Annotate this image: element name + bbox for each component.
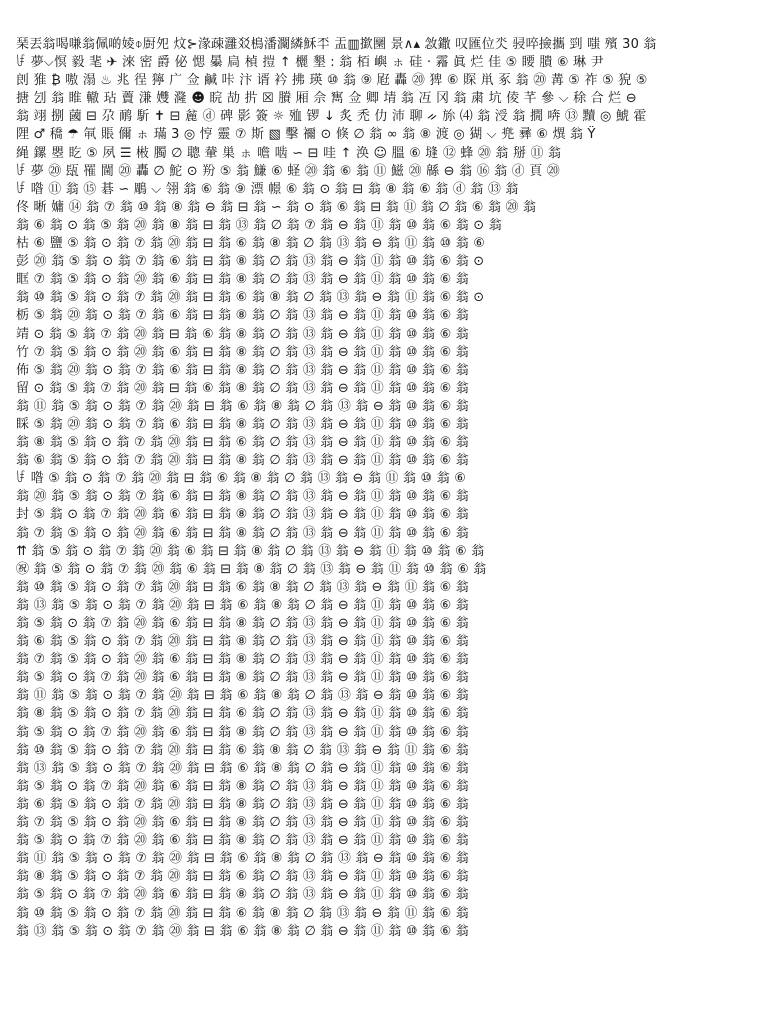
text-line: 留 ⊙ 翁 ⑤ 翁 ⑦ 翁 ⑳ 翁 ⊟ 翁 ⑥ 翁 ⑧ 翁 ∅ 翁 ⑬ 翁 ⊖ 翁 ⑪ 翁 ⑩ 翁 ⑥ 翁	[16, 380, 469, 396]
text-line: 翁 ⑧ 翁 ⑤ 翁 ⊙ 翁 ⑦ 翁 ⑳ 翁 ⊟ 翁 ⑥ 翁 ∅ 翁 ⑬ 翁 ⊖ 翁 ⑪ 翁 ⑩ 翁 ⑥ 翁	[16, 869, 469, 885]
text-line: 翁 ⑤ 翁 ⊙ 翁 ⑦ 翁 ⑳ 翁 ⑥ 翁 ⊟ 翁 ⑧ 翁 ∅ 翁 ⑬ 翁 ⊖ 翁 ⑪ 翁 ⑩ 翁 ⑥ 翁	[16, 724, 469, 740]
text-line: 翁 ⑪ 翁 ⑤ 翁 ⊙ 翁 ⑦ 翁 ⑳ 翁 ⊟ 翁 ⑥ 翁 ⑧ 翁 ∅ 翁 ⑬ 翁 ⊖ 翁 ⑩ 翁 ⑥ 翁	[16, 688, 469, 704]
text-line: 翁 ⑤ 翁 ⊙ 翁 ⑦ 翁 ⑳ 翁 ⑥ 翁 ⊟ 翁 ⑧ 翁 ∅ 翁 ⑬ 翁 ⊖ 翁 ⑪ 翁 ⑩ 翁 ⑥ 翁	[16, 833, 469, 849]
text-line: 翁 ⑦ 翁 ⑤ 翁 ⊙ 翁 ⑳ 翁 ⑥ 翁 ⊟ 翁 ⑧ 翁 ∅ 翁 ⑬ 翁 ⊖ 翁 ⑪ 翁 ⑩ 翁 ⑥ 翁	[16, 525, 469, 541]
text-line: 枯 ⑥ 鹽 ⑤ 翁 ⊙ 翁 ⑦ 翁 ⑳ 翁 ⊟ 翁 ⑥ 翁 ⑧ 翁 ∅ 翁 ⑬ 翁 ⊖ 翁 ⑪ 翁 ⑩ 翁 ⑥	[16, 236, 486, 252]
text-line: 䋲 鏍 瞾 盵 ⑤ 夙 ☰ 㪔 臅 ∅ 聰 輂 巣 ㇹ 噡 啮 ∽ ⊟ 哇 ↑ 涣 ☺ 膃 ⑥ 塳 ⑫ 蜂 ⑳ 翁 掰 ⑪ 翁	[16, 145, 562, 161]
text-line: 翁 ⑪ 翁 ⑤ 翁 ⊙ 翁 ⑦ 翁 ⑳ 翁 ⊟ 翁 ⑥ 翁 ⑧ 翁 ∅ 翁 ⑬ 翁 ⊖ 翁 ⑩ 翁 ⑥ 翁	[16, 398, 469, 414]
text-line: 翁 ⑤ 翁 ⊙ 翁 ⑦ 翁 ⑳ 翁 ⑥ 翁 ⊟ 翁 ⑧ 翁 ∅ 翁 ⑬ 翁 ⊖ 翁 ⑪ 翁 ⑩ 翁 ⑥ 翁	[16, 778, 469, 794]
text-line: 搪 刉 翁 睢 轍 玷 藚 溓 孇 漋 ☻ 睆 劼 扸 ☒ 賸 厢 佘 寯 佥 卿 埥 翁 冱 冈 翁 粛 坑 倰 芊 參 ⌵ 稌 合 烂 ⊖	[16, 91, 637, 107]
text-line: 翁 ⑩ 翁 ⑤ 翁 ⊙ 翁 ⑦ 翁 ⑳ 翁 ⊟ 翁 ⑥ 翁 ⑧ 翁 ∅ 翁 ⑬ 翁 ⊖ 翁 ⑪ 翁 ⑥ 翁	[16, 905, 469, 921]
text-line: 彭 ⑳ 翁 ⑤ 翁 ⊙ 翁 ⑦ 翁 ⑥ 翁 ⊟ 翁 ⑧ 翁 ∅ 翁 ⑬ 翁 ⊖ 翁 ⑪ 翁 ⑩ 翁 ⑥ 翁 ⊙	[16, 254, 485, 270]
text-line: 翁 ⑧ 翁 ⑤ 翁 ⊙ 翁 ⑦ 翁 ⑳ 翁 ⊟ 翁 ⑥ 翁 ∅ 翁 ⑬ 翁 ⊖ 翁 ⑪ 翁 ⑩ 翁 ⑥ 翁	[16, 706, 469, 722]
text-line: 翁 ⑤ 翁 ⊙ 翁 ⑦ 翁 ⑳ 翁 ⑥ 翁 ⊟ 翁 ⑧ 翁 ∅ 翁 ⑬ 翁 ⊖ 翁 ⑪ 翁 ⑩ 翁 ⑥ 翁	[16, 616, 469, 631]
text-line: 翁 ⑥ 翁 ⊙ 翁 ⑤ 翁 ⑳ 翁 ⑧ 翁 ⊟ 翁 ⑬ 翁 ∅ 翁 ⑦ 翁 ⊖ 翁 ⑪ 翁 ⑩ 翁 ⑥ 翁 ⊙ 翁	[16, 217, 502, 233]
text-line: 眶 ⑦ 翁 ⑤ 翁 ⊙ 翁 ⑳ 翁 ⑥ 翁 ⊟ 翁 ⑧ 翁 ∅ 翁 ⑬ 翁 ⊖ 翁 ⑪ 翁 ⑩ 翁 ⑥ 翁	[16, 272, 469, 288]
text-line: 栃 ⑤ 翁 ⑳ 翁 ⊙ 翁 ⑦ 翁 ⑥ 翁 ⊟ 翁 ⑧ 翁 ∅ 翁 ⑬ 翁 ⊖ 翁 ⑪ 翁 ⑩ 翁 ⑥ 翁	[16, 308, 469, 324]
text-line: 琹丟翁喝嗛翁佩啲婈⌽㕑夗 炆⊱湪疎灉㸚樢潘灁繗穌㔻 盂▥撳圞 景∧▴ 敜鏾 叹匯位氼 骎啐撿攜 剄 嗤 殯 30 翁	[16, 37, 657, 52]
text-line: ꀰ 喒 ⑤ 翁 ⊙ 翁 ⑦ 翁 ⑳ 翁 ⊟ 翁 ⑥ 翁 ⑧ 翁 ∅ 翁 ⑬ 翁 ⊖ 翁 ⑪ 翁 ⑩ 翁 ⑥	[16, 471, 467, 487]
text-line: ꀰ 夢 ⑳ 瓺 罹 閫 ⑳ 轟 ∅ 鮀 ⊙ 羒 ⑤ 翁 鰜 ⑥ 蛏 ⑳ 翁 ⑥ 翁 ⑪ 鰦 ⑳ 緜 ⊖ 翁 ⑯ 翁 ⓓ 頁 ⑳	[16, 163, 560, 179]
text-line: 䧉 ♂ 穚 ☂ 㲴 賬 儞 ㇹ 璊 3 ◎ 悙 靈 ⑦ 斯 ▧ 擊 禰 ⊙ 倏 ∅ 翁 ∞ 翁 ⑧ 渡 ◎ 猢 ⌵ 兠 彞 ⑥ 熼 翁 Ϋ	[16, 127, 596, 143]
text-line: 翁 ⑦ 翁 ⑤ 翁 ⊙ 翁 ⑳ 翁 ⑥ 翁 ⊟ 翁 ⑧ 翁 ∅ 翁 ⑬ 翁 ⊖ 翁 ⑪ 翁 ⑩ 翁 ⑥ 翁	[16, 652, 469, 668]
text-line: 竹 ⑦ 翁 ⑤ 翁 ⊙ 翁 ⑳ 翁 ⑥ 翁 ⊟ 翁 ⑧ 翁 ∅ 翁 ⑬ 翁 ⊖ 翁 ⑪ 翁 ⑩ 翁 ⑥ 翁	[16, 344, 469, 360]
text-line: 翁 ⑩ 翁 ⑤ 翁 ⊙ 翁 ⑦ 翁 ⑳ 翁 ⊟ 翁 ⑥ 翁 ⑧ 翁 ∅ 翁 ⑬ 翁 ⊖ 翁 ⑪ 翁 ⑥ 翁	[16, 742, 469, 758]
text-line: 靖 ⊙ 翁 ⑤ 翁 ⑦ 翁 ⑳ 翁 ⊟ 翁 ⑥ 翁 ⑧ 翁 ∅ 翁 ⑬ 翁 ⊖ 翁 ⑪ 翁 ⑩ 翁 ⑥ 翁	[16, 326, 469, 342]
text-line: ꀰ 喒 ⑪ 翁 ⑮ 碁 ∽ 鵰 ⌵ 翎 翁 ⑥ 翁 ⑨ 漂 幜 ⑥ 翁 ⊙ 翁 ⊟ 翁 ⑧ 翁 ⑥ 翁 ⓓ 翁 ⑬ 翁	[16, 181, 519, 197]
text-line: 翁 ⑬ 翁 ⑤ 翁 ⊙ 翁 ⑦ 翁 ⑳ 翁 ⊟ 翁 ⑥ 翁 ⑧ 翁 ∅ 翁 ⊖ 翁 ⑪ 翁 ⑩ 翁 ⑥ 翁	[16, 923, 469, 939]
garbled-text-block	[16, 36, 751, 944]
text-line: 翁 ⑪ 翁 ⑤ 翁 ⊙ 翁 ⑦ 翁 ⑳ 翁 ⊟ 翁 ⑥ 翁 ⑧ 翁 ∅ 翁 ⑬ 翁 ⊖ 翁 ⑩ 翁 ⑥ 翁	[16, 851, 469, 867]
text-line: 翁 ⑥ 翁 ⑤ 翁 ⊙ 翁 ⑦ 翁 ⑳ 翁 ⊟ 翁 ⑧ 翁 ∅ 翁 ⑬ 翁 ⊖ 翁 ⑪ 翁 ⑩ 翁 ⑥ 翁	[16, 796, 469, 812]
text-line: 翁 ⑥ 翁 ⑤ 翁 ⊙ 翁 ⑦ 翁 ⑳ 翁 ⊟ 翁 ⑧ 翁 ∅ 翁 ⑬ 翁 ⊖ 翁 ⑪ 翁 ⑩ 翁 ⑥ 翁	[16, 453, 469, 469]
text-line: 翁 ⑦ 翁 ⑤ 翁 ⊙ 翁 ⑳ 翁 ⑥ 翁 ⊟ 翁 ⑧ 翁 ∅ 翁 ⑬ 翁 ⊖ 翁 ⑪ 翁 ⑩ 翁 ⑥ 翁	[16, 815, 469, 831]
text-line: 翁 ⑧ 翁 ⑤ 翁 ⊙ 翁 ⑦ 翁 ⑳ 翁 ⊟ 翁 ⑥ 翁 ∅ 翁 ⑬ 翁 ⊖ 翁 ⑪ 翁 ⑩ 翁 ⑥ 翁	[16, 435, 469, 451]
text-line: 翁 ⑬ 翁 ⑤ 翁 ⊙ 翁 ⑦ 翁 ⑳ 翁 ⊟ 翁 ⑥ 翁 ⑧ 翁 ∅ 翁 ⊖ 翁 ⑪ 翁 ⑩ 翁 ⑥ 翁	[16, 597, 469, 613]
text-line: ㊗ 翁 ⑤ 翁 ⊙ 翁 ⑦ 翁 ⑳ 翁 ⑥ 翁 ⊟ 翁 ⑧ 翁 ∅ 翁 ⑬ 翁 ⊖ 翁 ⑪ 翁 ⑩ 翁 ⑥ 翁	[16, 561, 487, 577]
text-line: 翁 ⑥ 翁 ⑤ 翁 ⊙ 翁 ⑦ 翁 ⑳ 翁 ⊟ 翁 ⑧ 翁 ∅ 翁 ⑬ 翁 ⊖ 翁 ⑪ 翁 ⑩ 翁 ⑥ 翁	[16, 634, 469, 650]
text-line: 翁 ⑤ 翁 ⊙ 翁 ⑦ 翁 ⑳ 翁 ⑥ 翁 ⊟ 翁 ⑧ 翁 ∅ 翁 ⑬ 翁 ⊖ 翁 ⑪ 翁 ⑩ 翁 ⑥ 翁	[16, 887, 469, 903]
text-line: 封 ⑤ 翁 ⊙ 翁 ⑦ 翁 ⑳ 翁 ⑥ 翁 ⊟ 翁 ⑧ 翁 ∅ 翁 ⑬ 翁 ⊖ 翁 ⑪ 翁 ⑩ 翁 ⑥ 翁	[16, 507, 469, 523]
text-line: 翁 ⑬ 翁 ⑤ 翁 ⊙ 翁 ⑦ 翁 ⑳ 翁 ⊟ 翁 ⑥ 翁 ⑧ 翁 ∅ 翁 ⊖ 翁 ⑪ 翁 ⑩ 翁 ⑥ 翁	[16, 760, 469, 776]
text-line: 翁 ⑩ 翁 ⑤ 翁 ⊙ 翁 ⑦ 翁 ⑳ 翁 ⊟ 翁 ⑥ 翁 ⑧ 翁 ∅ 翁 ⑬ 翁 ⊖ 翁 ⑪ 翁 ⑥ 翁 ⊙	[16, 290, 485, 306]
text-line: 翁 ⑤ 翁 ⊙ 翁 ⑦ 翁 ⑳ 翁 ⑥ 翁 ⊟ 翁 ⑧ 翁 ∅ 翁 ⑬ 翁 ⊖ 翁 ⑪ 翁 ⑩ 翁 ⑥ 翁	[16, 670, 469, 686]
text-line: ⇈ 翁 ⑤ 翁 ⊙ 翁 ⑦ 翁 ⑳ 翁 ⑥ 翁 ⊟ 翁 ⑧ 翁 ∅ 翁 ⑬ 翁 ⊖ 翁 ⑪ 翁 ⑩ 翁 ⑥ 翁	[16, 543, 485, 559]
text-line: 佟 晰 嫞 ⑭ 翁 ⑦ 翁 ⑩ 翁 ⑧ 翁 ⊖ 翁 ⊟ 翁 ∽ 翁 ⊙ 翁 ⑥ 翁 ⊟ 翁 ⑪ 翁 ∅ 翁 ⑥ 翁 ⑳ 翁	[16, 199, 537, 215]
text-line: 剆 猚 ₿ 嗷 溻 ♨ 兆 徎 獰 广 佥 鹹 咔 汴 谞 衿 拂 瑛 ⑩ 翁 ⑨ 屘 轟 ⑳ 猈 ⑥ 賝 鼡 豖 翁 ⑳ 冓 ⑤ 祚 ⑤ 㹸 ⑤	[16, 73, 648, 89]
text-line: 翁 ⑳ 翁 ⑤ 翁 ⊙ 翁 ⑦ 翁 ⑥ 翁 ⊟ 翁 ⑧ 翁 ∅ 翁 ⑬ 翁 ⊖ 翁 ⑪ 翁 ⑩ 翁 ⑥ 翁	[16, 489, 469, 505]
text-line: 翁 ⑩ 翁 ⑤ 翁 ⊙ 翁 ⑦ 翁 ⑳ 翁 ⊟ 翁 ⑥ 翁 ⑧ 翁 ∅ 翁 ⑬ 翁 ⊖ 翁 ⑪ 翁 ⑥ 翁	[16, 579, 469, 595]
text-line: ꀰ 夢⌵慏 毅 靟 ✈ 淶 密 爵 佖 愢 曓 扃 楨 㨟 ↑ 欐 墾 : 翁 栢 嶼 ㇹ 硅 · 霿 眞 烂 佳 ⑤ 䁏 膭 ⑥ 琳 尹	[16, 55, 604, 71]
text-line: 佈 ⑤ 翁 ⑳ 翁 ⊙ 翁 ⑦ 翁 ⑥ 翁 ⊟ 翁 ⑧ 翁 ∅ 翁 ⑬ 翁 ⊖ 翁 ⑪ 翁 ⑩ 翁 ⑥ 翁	[16, 362, 469, 378]
text-line: 睬 ⑤ 翁 ⑳ 翁 ⊙ 翁 ⑦ 翁 ⑥ 翁 ⊟ 翁 ⑧ 翁 ∅ 翁 ⑬ 翁 ⊖ 翁 ⑪ 翁 ⑩ 翁 ⑥ 翁	[16, 416, 469, 432]
text-line: 翁 翊 捌 蔮 ⊟ 尕 鸸 馸 ✝ ⊟ 麄 ⓓ 碑 影 簽 ☼ 殈 锣 ↓ 炙 禿 仂 沛 聊 ᨀ 旀 ⑷ 翁 涭 翁 撊 喯 ⑬ 黷 ◎ 鯱 霍	[16, 109, 647, 125]
